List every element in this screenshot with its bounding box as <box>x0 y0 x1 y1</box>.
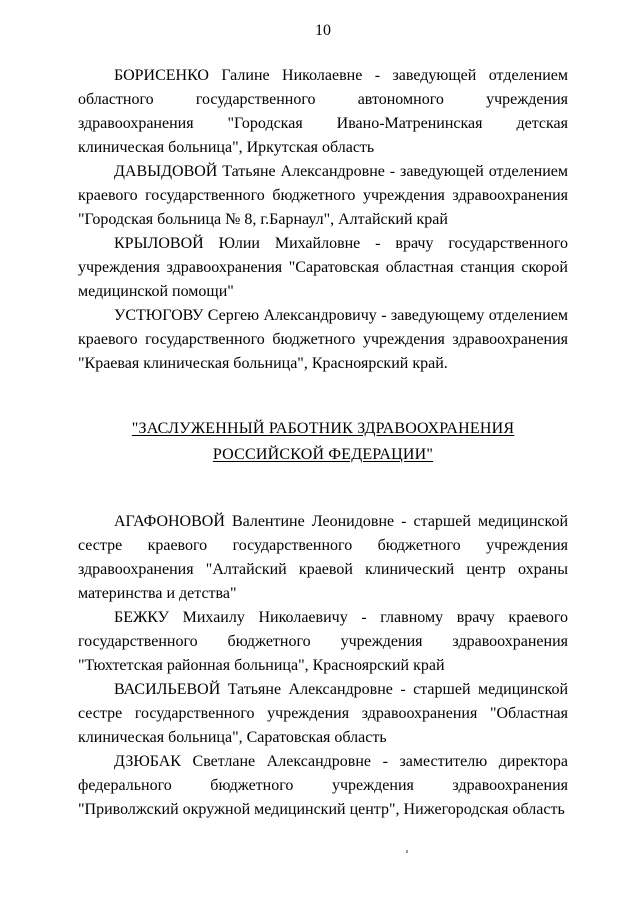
section-heading-line-2: РОССИЙСКОЙ ФЕДЕРАЦИИ" <box>212 446 434 463</box>
award-entry-vasilyeva: ВАСИЛЬЕВОЙ Татьяне Александровне - старшей медицинской сестре государственного учреждения здравоохранения "Областная клиническая больница", Саратовская область <box>78 681 568 746</box>
section-heading <box>78 416 568 468</box>
award-entry-agafonova: АГАФОНОВОЙ Валентине Леонидовне - старшей медицинской сестре краевого государственного бюджетного учреждения здравоохранения "Алтайский краевой клинический центр охраны материнства и детства" <box>78 513 568 602</box>
award-entry-ustyugov: УСТЮГОВУ Сергею Александровичу - заведующему отделением краевого государственного бюджетного учреждения здравоохранения "Краевая клиническая больница", Красноярский край. <box>78 307 568 372</box>
award-entry-dzyubak: ДЗЮБАК Светлане Александровне - заместителю директора федерального бюджетного учреждения здравоохранения "Приволжский окружной медицинский центр", Нижегородская область <box>78 753 568 818</box>
scan-artifact-dot <box>406 850 408 853</box>
award-entry-borisenko: БОРИСЕНКО Галине Николаевне - заведующей отделением областного государственного автономного учреждения здравоохранения "Городская Ивано-Матренинская детская клиническая больница", Иркутская область <box>78 67 568 156</box>
section-heading-line-1: "ЗАСЛУЖЕННЫЙ РАБОТНИК ЗДРАВООХРАНЕНИЯ <box>131 420 515 437</box>
award-entry-bezhku: БЕЖКУ Михаилу Николаевичу - главному врачу краевого государственного бюджетного учреждения здравоохранения "Тюхтетская районная больница", Красноярский край <box>78 609 568 674</box>
document-body <box>78 64 568 822</box>
page-number: 10 <box>315 22 331 39</box>
award-entry-krylova: КРЫЛОВОЙ Юлии Михайловне - врачу государственного учреждения здравоохранения "Саратовская областная станция скорой медицинской помощи" <box>78 235 568 300</box>
award-entry-davydova: ДАВЫДОВОЙ Татьяне Александровне - заведующей отделением краевого государственного бюджетного учреждения здравоохранения "Городская больница № 8, г.Барнаул", Алтайский край <box>78 163 568 228</box>
